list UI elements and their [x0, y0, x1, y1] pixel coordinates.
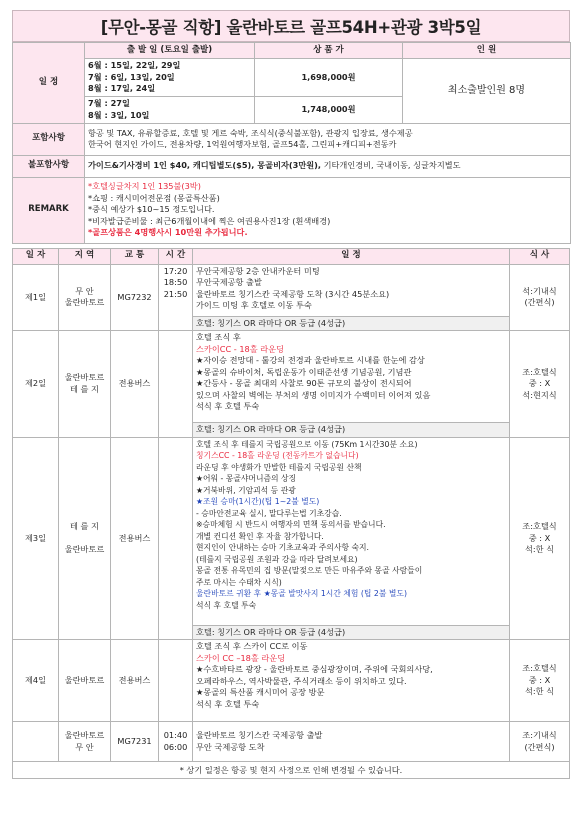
min-people: 최소출발인원 8명 — [403, 59, 571, 124]
day2-label: 제2일 — [13, 331, 59, 438]
departure-dates-2: 7월 : 27일 8월 : 3일, 10일 — [85, 96, 255, 123]
day4-meals: 조:호텔식 중 : X 석:한 식 — [510, 640, 570, 722]
day1-times: 17:20 18:50 21:50 — [159, 264, 193, 331]
day1-hotel: 호텔: 칭기스 OR 라마다 OR 등급 (4성급) — [193, 316, 510, 331]
includes-text: 항공 및 TAX, 유류할증료, 호텔 및 게르 숙박, 조식식(중식불포함), 관광지 입장료, 생수제공 한국어 현지인 가이드, 전용차량, 1억원여행자보험, 골프54홀, 그린피+캐디피+전동카 — [85, 123, 571, 155]
price-1: 1,698,000원 — [255, 59, 403, 97]
day5-transport: MG7231 — [111, 722, 159, 762]
day2-region: 울란바토르 테 를 지 — [59, 331, 111, 438]
day3-label: 제3일 — [13, 437, 59, 640]
col-region-header: 지 역 — [59, 248, 111, 264]
day3-itinerary: 호텔 조식 후 테를지 국립공원으로 이동 (75Km 1시간30분 소요) 칭기스CC - 18홀 라운딩 (전동카트가 없습니다) 라운딩 후 야생화가 만발한 테를지 국립공원 산책 ★어워 - 몽골샤머니즘의 상징 ★거북바위, 기암괴석 등 관광 ★조원 승마(1시간)(팁 1~2불 별도) - 승마안전교육 실시, 말다루는법 기초강습. ※승마체험 시 반드시 여행자의 면책 동의서를 받습니다. 개별 컨디션 확인 후 자율 참가합니다. 현지인이 안내하는 승마 기초교육과 주의사항 숙지. (테를지 국립공원 조원과 강을 따라 달려보세요) 몽골 전통 유목민의 집 방문(말젖으로 만든 마유주와 몽골 사람들이 주로 마시는 수태차 시식) 울란바토르 귀환 후 ★몽골 발맛사지 1시간 체험 (팁 2불 별도) 석식 후 호텔 투숙 — [193, 437, 510, 625]
includes-label: 포함사항 — [13, 123, 85, 155]
schedule-label: 일 정 — [13, 43, 85, 124]
day4-transport: 전용버스 — [111, 640, 159, 722]
day3-times — [159, 437, 193, 640]
overview-table — [12, 42, 571, 244]
footnote: * 상기 일정은 항공 및 현지 사정으로 인해 변경될 수 있습니다. — [13, 762, 570, 779]
day2-meals: 조:호텔식 중 : X 석:현지식 — [510, 331, 570, 438]
day2-itinerary: 호텔 조식 후 스카이CC - 18홀 라운딩 ★자이승 전망대 - 툴강의 전경과 울란바토르 시내를 한눈에 감상 ★몽골의 슈바이처, 독립운동가 이태준선생 기념공원, 기념관 ★간등사 - 몽골 최대의 사찰로 90톤 규모의 불상이 전시되어 있으며 사찰의 벽에는 부처의 생명 이미지가 수백미터 이어져 있음 석식 후 호텔 투숙 — [193, 331, 510, 423]
day3-hotel: 호텔: 칭기스 OR 라마다 OR 등급 (4성급) — [193, 625, 510, 640]
day2-transport: 전용버스 — [111, 331, 159, 438]
col-date-header: 일 자 — [13, 248, 59, 264]
day2-hotel: 호텔: 칭기스 OR 라마다 OR 등급 (4성급) — [193, 423, 510, 438]
col-meals-header: 식 사 — [510, 248, 570, 264]
departure-dates-1: 6월 : 15일, 22일, 29일 7월 : 6일, 13일, 20일 8월 : 17일, 24일 — [85, 59, 255, 97]
day4-label: 제4일 — [13, 640, 59, 722]
price-2: 1,748,000원 — [255, 96, 403, 123]
page-title: [무안-몽골 직항] 울란바토르 골프54H+관광 3박5일 — [12, 10, 570, 42]
col-transport-header: 교 통 — [111, 248, 159, 264]
day2-times — [159, 331, 193, 438]
col-time-header: 시 간 — [159, 248, 193, 264]
day5-region: 울란바토르 무 안 — [59, 722, 111, 762]
remark-label: REMARK — [13, 177, 85, 243]
day4-itinerary: 호텔 조식 후 스카이 CC로 이동 스카이 CC –18홀 라운딩 ★수흐바타르 광장 - 울란바토르 중심광장이며, 주위에 국회의사당, 오페라하우스, 역사박물관, 주식거래소 등이 위치하고 있다. ★몽골의 특산품 캐시미어 공장 방문 석식 후 호텔 투숙 — [193, 640, 510, 722]
day1-itinerary: 무안국제공항 2층 안내카운터 미팅 무안국제공항 출발 울란바토르 칭기스칸 국제공항 도착 (3시간 45분소요) 가이드 미팅 후 호텔로 이동 투숙 — [193, 264, 510, 316]
price-header: 상 품 가 — [255, 43, 403, 59]
excludes-label: 불포함사항 — [13, 155, 85, 177]
day3-region: 테 를 지 울란바토르 — [59, 437, 111, 640]
day1-region: 무 안 울란바토르 — [59, 264, 111, 331]
day1-label: 제1일 — [13, 264, 59, 331]
day5-itinerary: 울란바토르 칭기스칸 국제공항 출발 무안 국제공항 도착 — [193, 722, 510, 762]
schedule-table — [12, 248, 570, 780]
excludes-text: 가이드&기사경비 1인 $40, 캐디팁별도($5), 몽골비자(3만원), 기타개인경비, 국내이동, 싱글차지별도 — [85, 155, 571, 177]
departure-header: 출 발 일 (토요일 출발) — [85, 43, 255, 59]
col-itinerary-header: 일 정 — [193, 248, 510, 264]
day4-times — [159, 640, 193, 722]
itinerary-page — [12, 10, 570, 779]
day3-transport: 전용버스 — [111, 437, 159, 640]
day1-meals: 석:기내식 (간편식) — [510, 264, 570, 331]
day1-transport: MG7232 — [111, 264, 159, 331]
day5-label — [13, 722, 59, 762]
day3-meals: 조:호텔식 중 : X 석:한 식 — [510, 437, 570, 640]
day4-region: 울란바토르 — [59, 640, 111, 722]
day5-times: 01:40 06:00 — [159, 722, 193, 762]
remark-text: *호텔싱글차지 1인 135불(3박) *쇼핑 : 캐시미어전문점 (몽골특산품) *중식 예상가 $10~15 정도입니다. *비자발급준비물 : 최근6개월이내에 찍은 여권용사진1장 (흰색배경) *골프상품은 4명행사시 10만원 추가됩니다. — [85, 177, 571, 243]
day5-meals: 조:기내식 (간편식) — [510, 722, 570, 762]
people-header: 인 원 — [403, 43, 571, 59]
